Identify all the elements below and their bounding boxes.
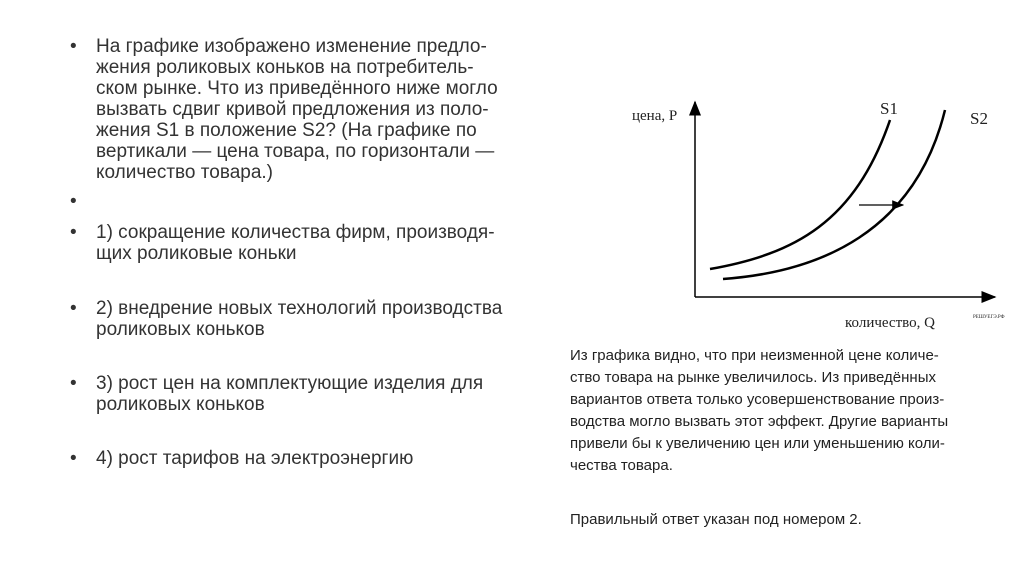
x-axis-label: количество, Q xyxy=(845,315,935,331)
watermark: РЕШУЕГЭ.РФ xyxy=(973,315,1005,320)
supply-curve-s1 xyxy=(710,120,890,269)
bullet-dot: • xyxy=(70,222,77,243)
answer-option-2: • 2) внедрение новых технологий производства роликовых коньков xyxy=(70,298,503,340)
bullet-dot: • xyxy=(70,298,77,319)
bullet-dot: • xyxy=(70,448,77,469)
answer-option-3: • 3) рост цен на комплектующие изделия для роликовых коньков xyxy=(70,373,484,415)
bullet-dot: • xyxy=(70,36,77,57)
curve-label-s1: S1 xyxy=(880,99,898,118)
supply-curve-s2 xyxy=(723,110,945,279)
bullet-dot: • xyxy=(70,373,77,394)
question-text: • На графике изображено изменение предло- жения роликовых коньков на потребитель- ском рынке. Что из приведённого ниже могло вызвать сдвиг кривой предложения из поло- жения S1 в положение S2? (На графике по вертикали — цена товара, по горизонтали — количество товара.) xyxy=(70,36,498,183)
bullet-dot: • xyxy=(70,191,77,212)
correct-answer: Правильный ответ указан под номером 2. xyxy=(570,511,862,528)
answer-option-4: • 4) рост тарифов на электроэнергию xyxy=(70,448,414,469)
y-axis-label: цена, P xyxy=(632,108,678,124)
supply-shift-graph xyxy=(625,92,1015,337)
curve-label-s2: S2 xyxy=(970,109,988,128)
answer-option-1: • 1) сокращение количества фирм, производя- щих роликовые коньки xyxy=(70,222,495,264)
question-list xyxy=(70,36,570,469)
explanation-text: Из графика видно, что при неизменной цене количе- ство товара на рынке увеличилось. Из приведённых вариантов ответа только усовершенствование произ- водства могло вызвать этот эффект. Другие варианты привели бы к увеличению цен или уменьшению коли- чества товара. xyxy=(570,347,949,474)
empty-bullet xyxy=(70,191,570,212)
